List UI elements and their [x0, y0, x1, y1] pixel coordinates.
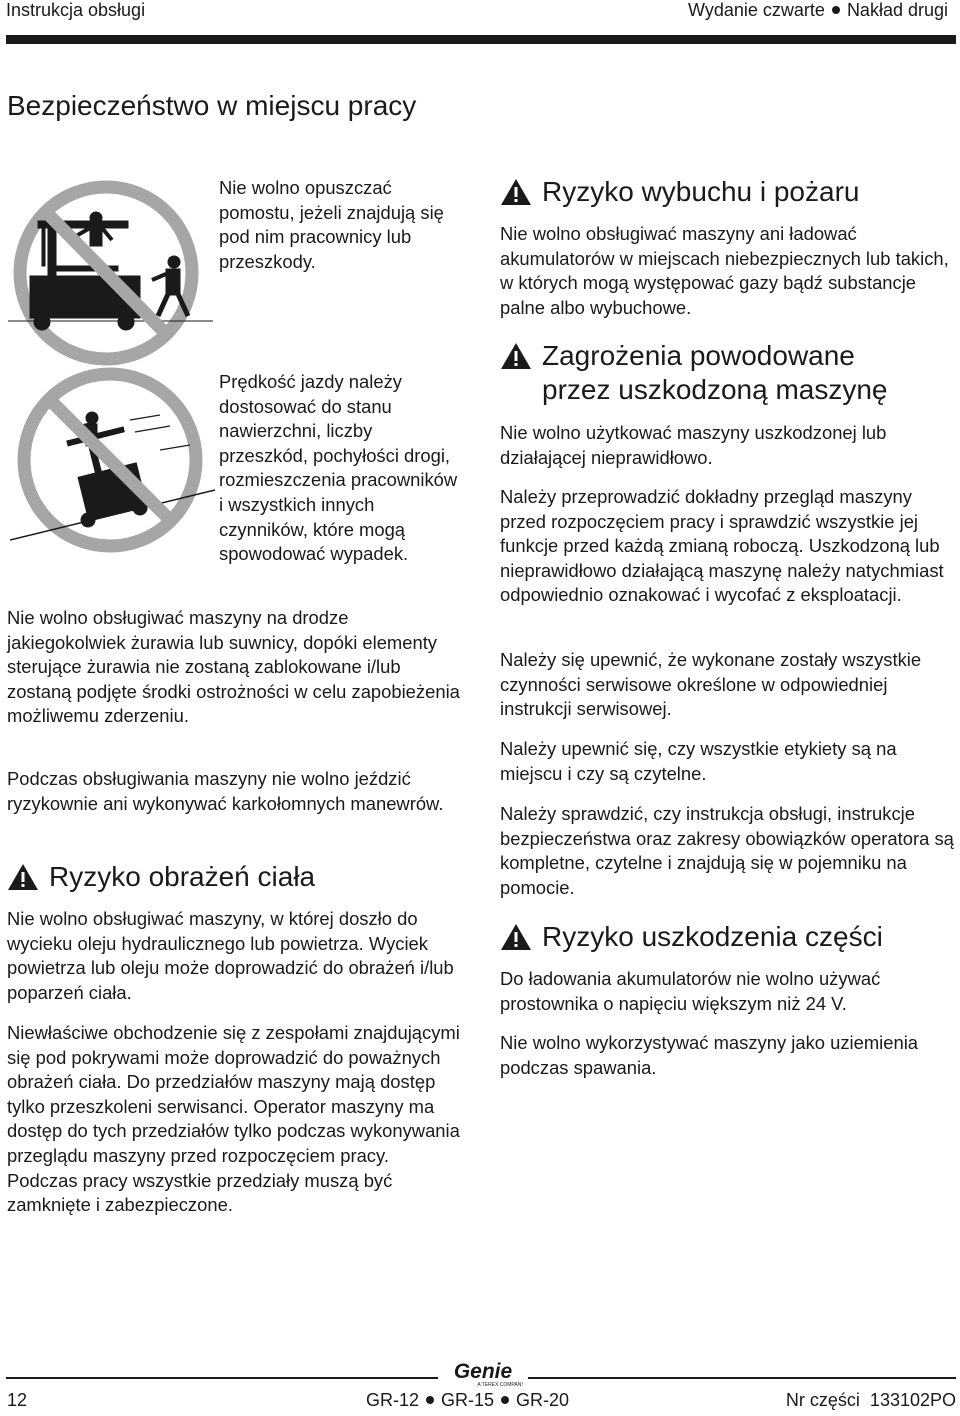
bullet-icon [426, 1396, 434, 1404]
parts-para-2: Nie wolno wykorzystywać maszyny jako uziemienia podczas spawania. [500, 1032, 919, 1078]
model-gr12: GR-12 [366, 1390, 420, 1410]
logo-subtext: A TEREX COMPANY [477, 1382, 523, 1388]
header-manual-title: Instrukcja obsługi [6, 0, 146, 20]
injury-heading-text: Ryzyko obrażeń ciała [49, 861, 316, 892]
logo-wordmark: Genie [453, 1360, 513, 1383]
explosion-heading [500, 175, 955, 209]
printing-text: Nakład drugi [846, 0, 948, 20]
injury-para-2: Niewłaściwe obchodzenie się z zespołami znajdującymi się pod pokrywami może doprowadzić do poważnych obrażeń ciała. Do przedziałów maszyny mają dostęp tylko przeszkoleni serwisanci. Operator maszyny ma dostęp do tych przedziałów tylko podczas wykonywania przeglądu maszyny przed rozpoczęciem pracy. Podczas pracy wszystkie przedziały muszą być zamknięte i zabezpieczone. [7, 1022, 460, 1216]
warning-triangle-icon [500, 177, 532, 207]
explosion-para-1: Nie wolno obsługiwać maszyny ani ładować akumulatorów w miejscach niebezpiecznych lub takich, w których mogą występować gazy bądź substancje palne albo wybuchowe. [500, 223, 949, 318]
parts-para-1: Do ładowania akumulatorów nie wolno używać prostownika o napięciu większym niż 24 V. [500, 968, 881, 1014]
model-gr20: GR-20 [516, 1390, 570, 1410]
injury-para-1: Nie wolno obsługiwać maszyny, w której doszło do wycieku oleju hydraulicznego lub powietrza. Wyciek powietrza lub oleju może doprowadzić do obrażeń i/lub poparzeń ciała. [7, 908, 454, 1003]
page-title: Bezpieczeństwo w miejscu pracy [7, 90, 417, 121]
damaged-para-5: Należy sprawdzić, czy instrukcja obsługi, instrukcje bezpieczeństwa oraz zakresy obowiązków operatora są kompletne, czytelne i znajdują się w pojemniku na pomocie. [500, 803, 954, 898]
genie-logo [443, 1360, 523, 1388]
warning-triangle-icon [500, 341, 532, 371]
damaged-machine-heading [500, 339, 955, 407]
no-lowering-over-workers-illustration [8, 176, 213, 376]
caption-travel-speed: Prędkość jazdy należy dostosować do stanu nawierzchni, liczby przeszkód, pochyłości drogi, rozmieszczenia pracowników i wszystkich innych czynników, które mogą spowodować wypadek. [219, 371, 458, 565]
model-gr15: GR-15 [441, 1390, 495, 1410]
warning-triangle-icon [500, 922, 532, 952]
page-number: 12 [7, 1390, 28, 1410]
model-list [366, 1390, 569, 1411]
header-edition [688, 0, 948, 21]
parts-damage-heading [500, 920, 955, 954]
warning-triangle-icon [7, 862, 39, 892]
caption-no-lowering: Nie wolno opuszczać pomostu, jeżeli znajdują się pod nim pracownicy lub przeszkody. [219, 177, 444, 272]
damaged-machine-heading-text: Zagrożenia powodowane przez uszkodzoną maszynę [542, 340, 888, 405]
para-risky-driving: Podczas obsługiwania maszyny nie wolno jeździć ryzykownie ani wykonywać karkołomnych manewrów. [7, 768, 444, 814]
header-rule [6, 35, 956, 44]
footer-rule-left [6, 1377, 438, 1379]
parts-damage-heading-text: Ryzyko uszkodzenia części [542, 921, 883, 952]
bullet-icon [501, 1396, 509, 1404]
bullet-icon [832, 6, 840, 14]
travel-speed-slope-illustration [10, 360, 215, 565]
damaged-para-2: Należy przeprowadzić dokładny przegląd maszyny przed rozpoczęciem pracy i sprawdzić wszystkie jej funkcje przed każdą zmianą roboczą. Uszkodzoną lub nieprawidłowo działającą maszynę należy natychmiast odpowiednio oznakować i wycofać z eksploatacji. [500, 486, 944, 606]
injury-heading [7, 860, 462, 894]
edition-text: Wydanie czwarte [688, 0, 825, 20]
damaged-para-4: Należy upewnić się, czy wszystkie etykiety są na miejscu i czy są czytelne. [500, 738, 897, 784]
footer-rule-right [528, 1377, 956, 1379]
explosion-heading-text: Ryzyko wybuchu i pożaru [542, 176, 860, 207]
damaged-para-1: Nie wolno użytkować maszyny uszkodzonej lub działającej nieprawidłowo. [500, 422, 887, 468]
para-crane: Nie wolno obsługiwać maszyny na drodze jakiegokolwiek żurawia lub suwnicy, dopóki elementy sterujące żurawia nie zostaną zablokowane i/lub zostaną podjęte środki ostrożności w celu zapobieżenia możliwemu zderzeniu. [7, 607, 460, 727]
part-number: Nr części 133102PO [785, 1390, 956, 1410]
damaged-para-3: Należy się upewnić, że wykonane zostały wszystkie czynności serwisowe określone w odpowiedniej instrukcji serwisowej. [500, 649, 922, 720]
